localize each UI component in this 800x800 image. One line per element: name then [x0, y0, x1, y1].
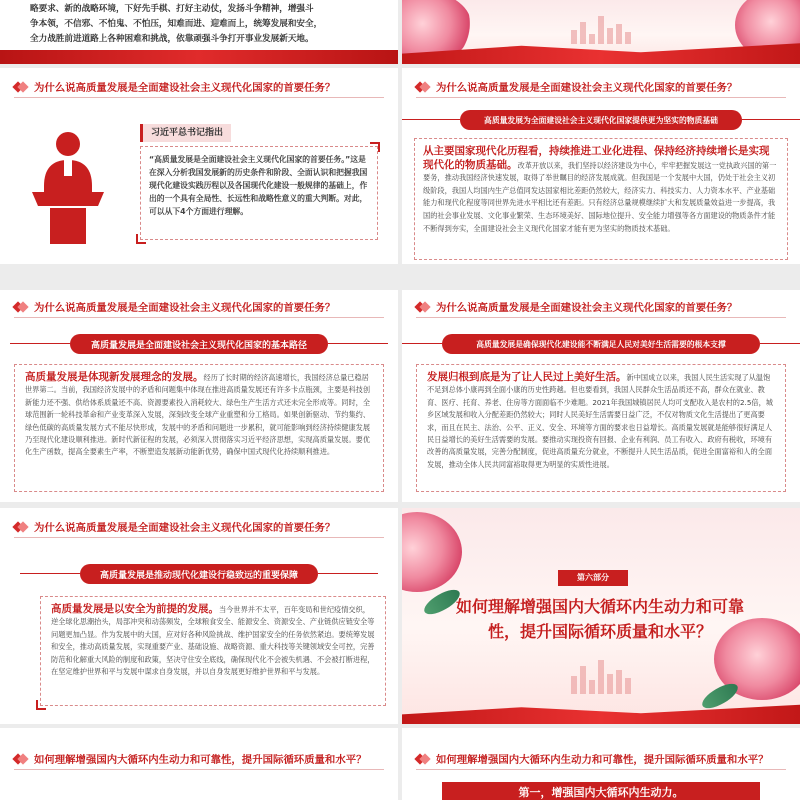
slide-title-bar	[14, 516, 384, 538]
diamond-icon	[14, 752, 28, 766]
quote-box: “高质量发展是全面建设社会主义现代化国家的首要任务。”这是在深入分析我国发展新的历史条件和阶段、全面认识和把握我国现代化建设实践历程以及各国现代化建设一般规律的基础上，作出的一个具有全局性、长远性和战略性意义的重大判断。对此，可以从下4个方面进行理解。	[140, 146, 378, 240]
body-text: 新中国成立以来，我国人民生活实现了从温饱不足到总体小康再到全面小康的历史性跨越。但也要看到，我国人民群众生活品质还不高，群众在就业、教育、医疗、托育、养老、住房等方面面临不少难题。2021年我国城镇居民人均可支配收入是农村的2.5倍，城乡区域发展和收入分配差距仍然较大；同时人民美好生活需要日益广泛，不仅对物质文化生活提出了更高要求，而且在民主、法治、公平、正义、安全、环境等方面的要求也日益增长。高质量发展就是能够很好满足人民日益增长的美好生活需要的发展。要推动实现投资有回报、企业有利润、员工有收入、政府有税收，环境有改善的高质量发展，完善分配制度，促进高质量充分就业，不断提升人民生活品质，促进全面富裕和人的全面发展，推动全体人民共同富裕取得更为明显的实质性进展。	[427, 373, 773, 469]
slide-title-bar	[416, 296, 786, 318]
content-box	[14, 364, 384, 492]
slide-title: 为什么说高质量发展是全面建设社会主义现代化国家的首要任务？	[436, 82, 738, 94]
corner-frame	[136, 234, 146, 244]
slide-title-bar	[14, 296, 384, 318]
lead-sentence: 发展归根到底是为了让人民过上美好生活。	[427, 371, 627, 383]
lead-sentence: 高质量发展是体现新发展理念的发展。	[25, 371, 204, 383]
slide-title-bar	[14, 748, 384, 770]
diamond-icon	[416, 80, 430, 94]
corner-frame	[36, 700, 46, 710]
slide-title: 为什么说高质量发展是全面建设社会主义现代化国家的首要任务？	[34, 302, 336, 314]
lead-sentence: 从主要国家现代化历程看，持续推进工业化进程、保持经济持续增长是实现现代化的物质基础。	[423, 145, 770, 171]
slide-title: 如何理解增强国内大循环内生动力和可靠性，提升国际循环质量和水平？	[436, 754, 769, 766]
slide-10	[402, 728, 800, 800]
diamond-icon	[416, 300, 430, 314]
diamond-icon	[14, 520, 28, 534]
content-box	[416, 364, 786, 492]
slide-1	[0, 0, 398, 64]
city-skyline	[482, 664, 721, 694]
content-box	[414, 138, 788, 260]
slide-5	[0, 290, 398, 502]
slide-title: 为什么说高质量发展是全面建设社会主义现代化国家的首要任务？	[436, 302, 738, 314]
body-text: 经历了长时期的经济高速增长，我国经济总量已稳居世界第二。当前，我国经济发展中的矛盾和问题集中体现在推进高质量发展还有许多卡点瓶颈，主要是科技创新能力还不强、供给体系质量还不高、资源要素投入消耗较大、绿色生产生活方式还未完全形成等。同时，全球范围新一轮科技革命和产业变革深入发展，深刻改变全球产业重塑和分工格局。如果创新驱动、节约集约、绿色低碳的高质量发展方式不能尽快形成，发展中的矛盾和问题进一步累积，就可能影响到经济持续健康发展乃至现代化建设顺利推进。新时代新征程的发展，必须深入贯彻落实习近平经济思想，实现高质量发展。要优化生产函数，提高全要素生产率，不断塑造发展新动能新优势，确保中国式现代化持续顺利推进。	[25, 373, 371, 457]
topic-pill: 高质量发展是确保现代化建设能不断满足人民对美好生活需要的根本支撑	[442, 334, 760, 354]
topic-pill: 高质量发展为全面建设社会主义现代化国家提供更为坚实的物质基础	[460, 110, 742, 130]
city-skyline	[482, 14, 721, 44]
point-banner: 第一，增强国内大循环内生动力。	[442, 782, 760, 800]
slide-9	[0, 728, 398, 800]
slide-title: 为什么说高质量发展是全面建设社会主义现代化国家的首要任务？	[34, 522, 336, 534]
slide-6	[402, 290, 800, 502]
text-line: 略要求、新的战略环境，下好先手棋、打好主动仗，发扬斗争精神，增强斗	[30, 4, 314, 14]
slide-4	[402, 68, 800, 264]
text-line: 全力战胜前进道路上各种困难和挑战，依靠顽强斗争打开事业发展新天地。	[30, 34, 314, 44]
slide-2	[402, 0, 800, 64]
slide-8	[402, 508, 800, 724]
diamond-icon	[14, 80, 28, 94]
content-box	[40, 596, 386, 706]
slide-title: 为什么说高质量发展是全面建设社会主义现代化国家的首要任务？	[34, 82, 336, 94]
topic-pill: 高质量发展是推动现代化建设行稳致远的重要保障	[80, 564, 318, 584]
slide-title: 如何理解增强国内大循环内生动力和可靠性，提升国际循环质量和水平？	[34, 754, 367, 766]
text-line: 争本领，不信邪、不怕鬼、不怕压，知难而进、迎难而上，统筹发展和安全，	[30, 19, 323, 29]
slide-7	[0, 508, 398, 724]
slide-title-bar	[416, 748, 786, 770]
corner-frame	[370, 142, 380, 152]
diamond-icon	[14, 300, 28, 314]
slide-3	[0, 68, 398, 264]
lead-sentence: 高质量发展是以安全为前提的发展。	[51, 603, 219, 615]
section-badge: 第六部分	[558, 570, 628, 586]
slide-title-bar	[416, 76, 786, 98]
bottom-ribbon	[0, 50, 398, 64]
section-heading: 如何理解增强国内大循环内生动力和可靠性，提升国际循环质量和水平？	[455, 597, 744, 641]
topic-pill: 高质量发展是全面建设社会主义现代化国家的基本路径	[70, 334, 328, 354]
quote-label: 习近平总书记指出	[140, 124, 231, 142]
body-text: 改革开放以来，我们坚持以经济建设为中心，牢牢把握发展这一党执政兴国的第一要务，推动我国经济快速发展，取得了举世瞩目的经济发展成就。但我国是一个发展中大国，仍处于社会主义初级阶段，我国人均国内生产总值同发达国家相比差距仍然较大，经济实力、科技实力、人力资本水平、产业基础能力和现代化程度等同世界先进水平相比还有差距。只有经济总量规模继续扩大和发展质量效益进一步提高，我国的社会事业发展、文化事业繁荣、生态环境美好、国际地位提升、安全能力增强等各方面建设的物质条件才能不断得到夯实，全面建设社会主义现代化国家才能有更为坚实的物质技术基础。	[423, 160, 777, 233]
diamond-icon	[416, 752, 430, 766]
speaker-podium-icon	[28, 126, 108, 246]
slide-1-text	[30, 2, 390, 47]
slide-title-bar	[14, 76, 384, 98]
body-text: 当今世界并不太平，百年变局和世纪疫情交织，逆全球化思潮抬头，局部冲突和动荡频发，全球粮食安全、能源安全、资源安全、产业链供应链安全等问题更加凸显。作为发展中的大国，应对好各种风险挑战、维护国家安全的任务依然紧迫。要统筹发展和安全，推动高质量发展，实现重要产业、基础设施、战略资源、重大科技等关键领域安全可控，完善防范和化解重大风险的制度和政策，坚决守住安全底线，确保现代化不会被失机遇、不会被打断进程，在坚定维护世界和平与发展中谋求自身发展，并以自身发展更好维护世界和平与发展。	[51, 605, 375, 677]
